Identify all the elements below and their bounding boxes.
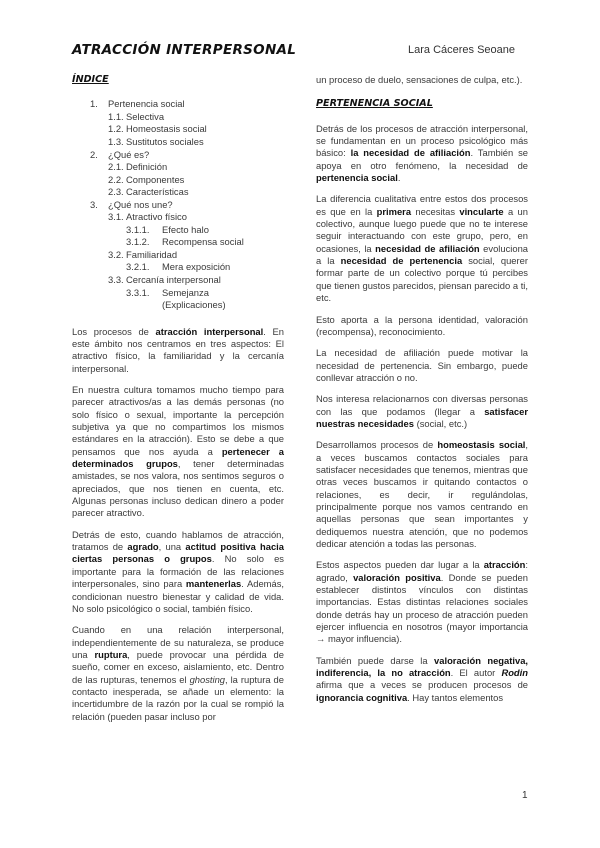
section-heading-pertenencia-social: PERTENENCIA SOCIAL	[316, 98, 433, 110]
toc-item-number: 1.1.	[108, 110, 124, 122]
body-paragraph: Detrás de esto, cuando hablamos de atracción, tratamos de agrado, una actitud positiva hacia ciertas personas o grupos. No solo es importante para la formación de las relaciones interpersonales, sino para mantenerlas. Además, condicionan nuestro bienestar y calidad de vida. No solo psicológico o social, también físico.	[72, 528, 284, 614]
toc-item-label: Pertenencia social	[108, 98, 185, 110]
body-paragraph: Detrás de los procesos de atracción interpersonal, se fundamentan en un proceso psicológico más básico: la necesidad de afiliación. También se apoya en otro fenómeno, la necesidad de pertenencia social.	[316, 122, 529, 184]
toc-item-number: 3.1.1.	[126, 223, 150, 235]
body-paragraph: En nuestra cultura tomamos mucho tiempo para parecer atractivos/as a las demás personas (no solo físico o sexual, importante la percepción subjetiva ya que no compartimos los mismos estándares en la atracción). Esto se debe a que pensamos que nos ayuda a pertenecer a determinados grupos, tener determinadas amistades, se nos valora, nos sentimos seguros o apreciados, que nos tienen en cuenta, etc. Algunas personas incluso dedican dinero a poder parecer atractivo.	[72, 384, 284, 519]
right-body-text	[316, 123, 528, 704]
toc-item-number: 3.3.1.	[126, 286, 150, 298]
table-of-contents	[72, 98, 284, 311]
toc-item-label: Componentes	[126, 173, 185, 185]
toc-item-label: Selectiva	[126, 110, 165, 122]
toc-item	[72, 274, 284, 287]
toc-item-label: Definición	[126, 161, 168, 173]
toc-item	[72, 186, 284, 199]
continued-paragraph	[316, 74, 528, 86]
toc-item-number: 2.	[90, 148, 98, 160]
toc-item-label: (Explicaciones)	[162, 299, 226, 311]
toc-item-label: Efecto halo	[162, 223, 209, 235]
body-paragraph: Estos aspectos pueden dar lugar a la atracción: agrado, valoración positiva. Donde se pueden establecer distintos vínculos con distintas importancias. Estas distintas relaciones sociales donde detrás hay un proceso de atracción pueden ejercer influencia en nosotros (mayor importancia → mayor influencia).	[316, 559, 528, 645]
page-number: 1	[522, 790, 528, 801]
body-paragraph: Los procesos de atracción interpersonal. En este ámbito nos centramos en tres aspectos: El atractivo físico, la familiaridad y la cercanía interpersonal.	[72, 325, 284, 374]
toc-item-number: 2.1.	[108, 161, 124, 173]
toc-item-label: Semejanza	[162, 286, 209, 298]
toc-item-label: Atractivo físico	[126, 211, 187, 223]
toc-item	[72, 224, 284, 237]
toc-item	[72, 299, 284, 312]
left-column	[72, 74, 284, 732]
toc-item-number: 2.3.	[108, 186, 124, 198]
toc-item-number: 3.1.	[108, 211, 124, 223]
toc-item	[72, 98, 284, 111]
toc-item	[72, 199, 284, 212]
left-body-text	[72, 326, 284, 723]
toc-item-label: Homeostasis social	[126, 123, 207, 135]
toc-item-number: 1.	[90, 98, 98, 110]
index-heading: ÍNDICE	[72, 74, 109, 85]
toc-item-number: 3.3.	[108, 274, 124, 285]
toc-item	[72, 123, 284, 136]
toc-item	[72, 287, 284, 300]
toc-item	[72, 136, 284, 149]
author-name: Lara Cáceres Seoane	[408, 44, 516, 56]
toc-item	[72, 236, 284, 249]
toc-item	[72, 249, 284, 262]
toc-item-number: 3.2.1.	[126, 261, 150, 273]
toc-item-label: ¿Qué es?	[108, 148, 150, 160]
right-column	[316, 74, 528, 713]
body-paragraph-continued: un proceso de duelo, sensaciones de culpa, etc.).	[316, 74, 523, 85]
toc-item-label: ¿Qué nos une?	[108, 198, 173, 210]
document-title: ATRACCIÓN INTERPERSONAL	[72, 42, 297, 58]
toc-item	[72, 261, 284, 274]
toc-item-number: 2.2.	[108, 173, 124, 185]
toc-item-number: 1.2.	[108, 123, 124, 135]
toc-item	[72, 111, 284, 124]
toc-item	[72, 149, 284, 162]
toc-item-label: Recompensa social	[162, 236, 244, 248]
body-paragraph: Esto aporta a la persona identidad, valoración (recompensa), reconocimiento.	[316, 313, 528, 337]
body-paragraph: La diferencia cualitativa entre estos dos procesos es que en la primera necesitas vincularte a un colectivo, aunque luego puede que no te interese seguir interactuando con este grupo, pero, en ocasiones, la necesidad de afiliación evoluciona a la necesidad de pertenencia social, querer formar parte de un colectivo porque tú percibes que tienen gustos parecidos, piensan parecido a ti, etc.	[316, 193, 529, 304]
toc-item-label: Mera exposición	[162, 261, 231, 273]
toc-item-label: Familiaridad	[126, 248, 178, 260]
toc-item-label: Cercanía interpersonal	[126, 274, 221, 285]
toc-item	[72, 161, 284, 174]
toc-item-number: 3.	[90, 198, 98, 210]
body-paragraph: También puede darse la valoración negativa, indiferencia, la no atracción. El autor Rodin afirma que a veces se producen procesos de ignorancia cognitiva. Hay tantos elementos	[316, 654, 529, 703]
body-paragraph: Cuando en una relación interpersonal, independientemente de su naturaleza, se produce una ruptura, puede provocar una pérdida de sueño, comer en exceso, aislamiento, etc. Dentro de las rupturas, tenemos el ghosting, la ruptura de contacto inesperada, se añade un elemento: la incertidumbre de la razón por la cual se rompió la relación (pueden pasar incluso por	[72, 624, 284, 722]
toc-item-label: Características	[126, 186, 189, 198]
toc-item-number: 1.3.	[108, 135, 124, 147]
body-paragraph: Desarrollamos procesos de homeostasis social, a veces buscamos contactos sociales para satisfacer necesidades que tenemos, mientras que otras veces buscamos ir quitando contactos o relaciones, es decir, ir regulándolas, principalmente porque nos vamos centrando en aquellas personas que sean importantes y dediquemos nuestra atención, que no podemos dedicar atención a todas las personas.	[316, 439, 529, 549]
toc-item	[72, 174, 284, 187]
toc-item-number: 3.2.	[108, 248, 124, 260]
toc-item	[72, 211, 284, 224]
toc-item-number: 3.1.2.	[126, 236, 150, 248]
body-paragraph: Nos interesa relacionarnos con diversas personas con las que podamos (llegar a satisfacer nuestras necesidades (social, etc.)	[316, 393, 528, 429]
body-paragraph: La necesidad de afiliación puede motivar la necesidad de pertenencia. Sin embargo, puede conllevar atracción o no.	[316, 347, 528, 383]
toc-item-label: Sustitutos sociales	[126, 135, 204, 147]
